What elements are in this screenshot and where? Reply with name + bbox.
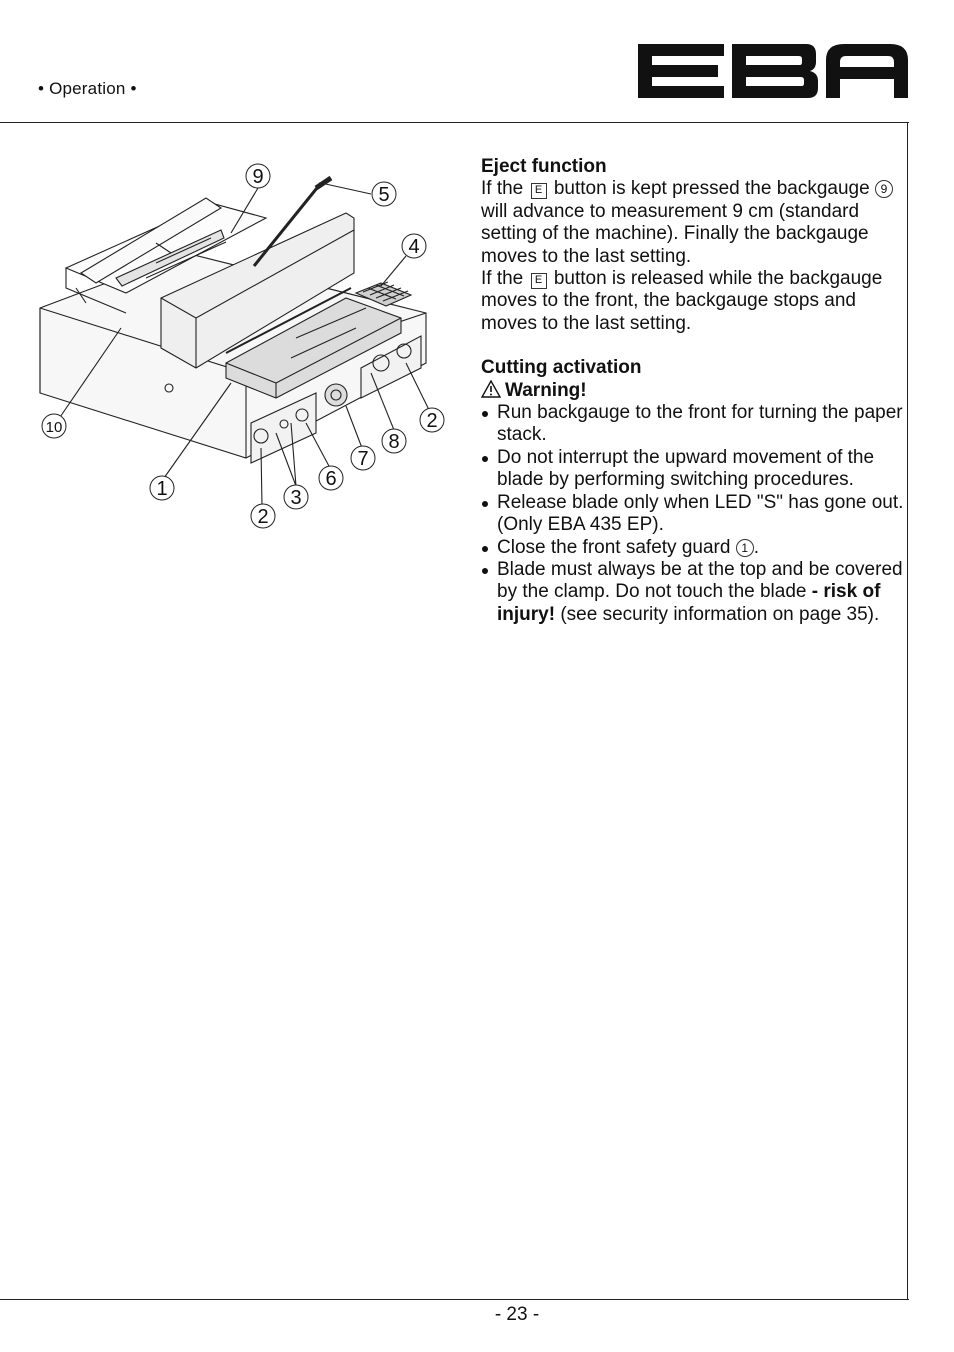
instructions-column	[481, 156, 909, 626]
callout-8	[382, 429, 406, 453]
callout-2-right	[420, 408, 444, 432]
warning-line: Warning!	[481, 380, 909, 402]
ref-1-icon: 1	[736, 539, 754, 557]
eject-paragraph-2: If the E button is released while the backgauge moves to the front, the backgauge stops and moves to the last setting.	[481, 268, 883, 334]
svg-text:4: 4	[408, 236, 420, 258]
ref-9-icon: 9	[875, 180, 893, 198]
svg-text:7: 7	[357, 448, 369, 470]
callout-4	[402, 234, 426, 258]
callout-3	[284, 485, 308, 509]
svg-text:10: 10	[45, 419, 63, 436]
svg-text:2: 2	[257, 506, 269, 528]
frame-top-rule	[0, 122, 909, 123]
page-number: - 23 -	[494, 1304, 540, 1325]
e-key-icon: E	[531, 273, 547, 289]
svg-text:6: 6	[325, 468, 337, 490]
list-item: Run backgauge to the front for turning the paper stack.	[481, 402, 909, 447]
callout-9	[246, 164, 270, 188]
section-label: • Operation •	[38, 79, 137, 98]
e-key-icon: E	[531, 183, 547, 199]
list-item: Blade must always be at the top and be covered by the clamp. Do not touch the blade - risk of injury! (see security information on page 35).	[481, 559, 909, 626]
svg-text:3: 3	[290, 487, 302, 509]
warning-triangle-icon	[481, 380, 501, 398]
svg-text:8: 8	[388, 431, 400, 453]
callout-6	[319, 466, 343, 490]
eject-heading: Eject function	[481, 156, 607, 177]
frame-bottom-rule	[0, 1299, 909, 1300]
machine-illustration	[36, 158, 456, 538]
eject-paragraph-1: If the E button is kept pressed the backgauge 9 will advance to measurement 9 cm (standard setting of the machine). Finally the backgauge moves to the last setting.	[481, 178, 909, 268]
callout-2-left	[251, 504, 275, 528]
svg-text:1: 1	[156, 478, 168, 500]
eba-logo	[638, 44, 908, 98]
callout-10	[42, 414, 66, 438]
callout-1	[150, 476, 174, 500]
list-item: Close the front safety guard 1 .	[481, 537, 909, 559]
list-item: Release blade only when LED "S" has gone out. (Only EBA 435 EP).	[481, 492, 909, 537]
callout-5	[372, 182, 396, 206]
svg-text:2: 2	[426, 410, 438, 432]
cutting-heading: Cutting activation	[481, 357, 642, 379]
callout-7	[351, 446, 375, 470]
cutting-bullets	[481, 402, 909, 626]
svg-text:9: 9	[252, 166, 264, 188]
list-item: Do not interrupt the upward movement of the blade by performing switching procedures.	[481, 447, 909, 492]
svg-text:5: 5	[378, 184, 390, 206]
